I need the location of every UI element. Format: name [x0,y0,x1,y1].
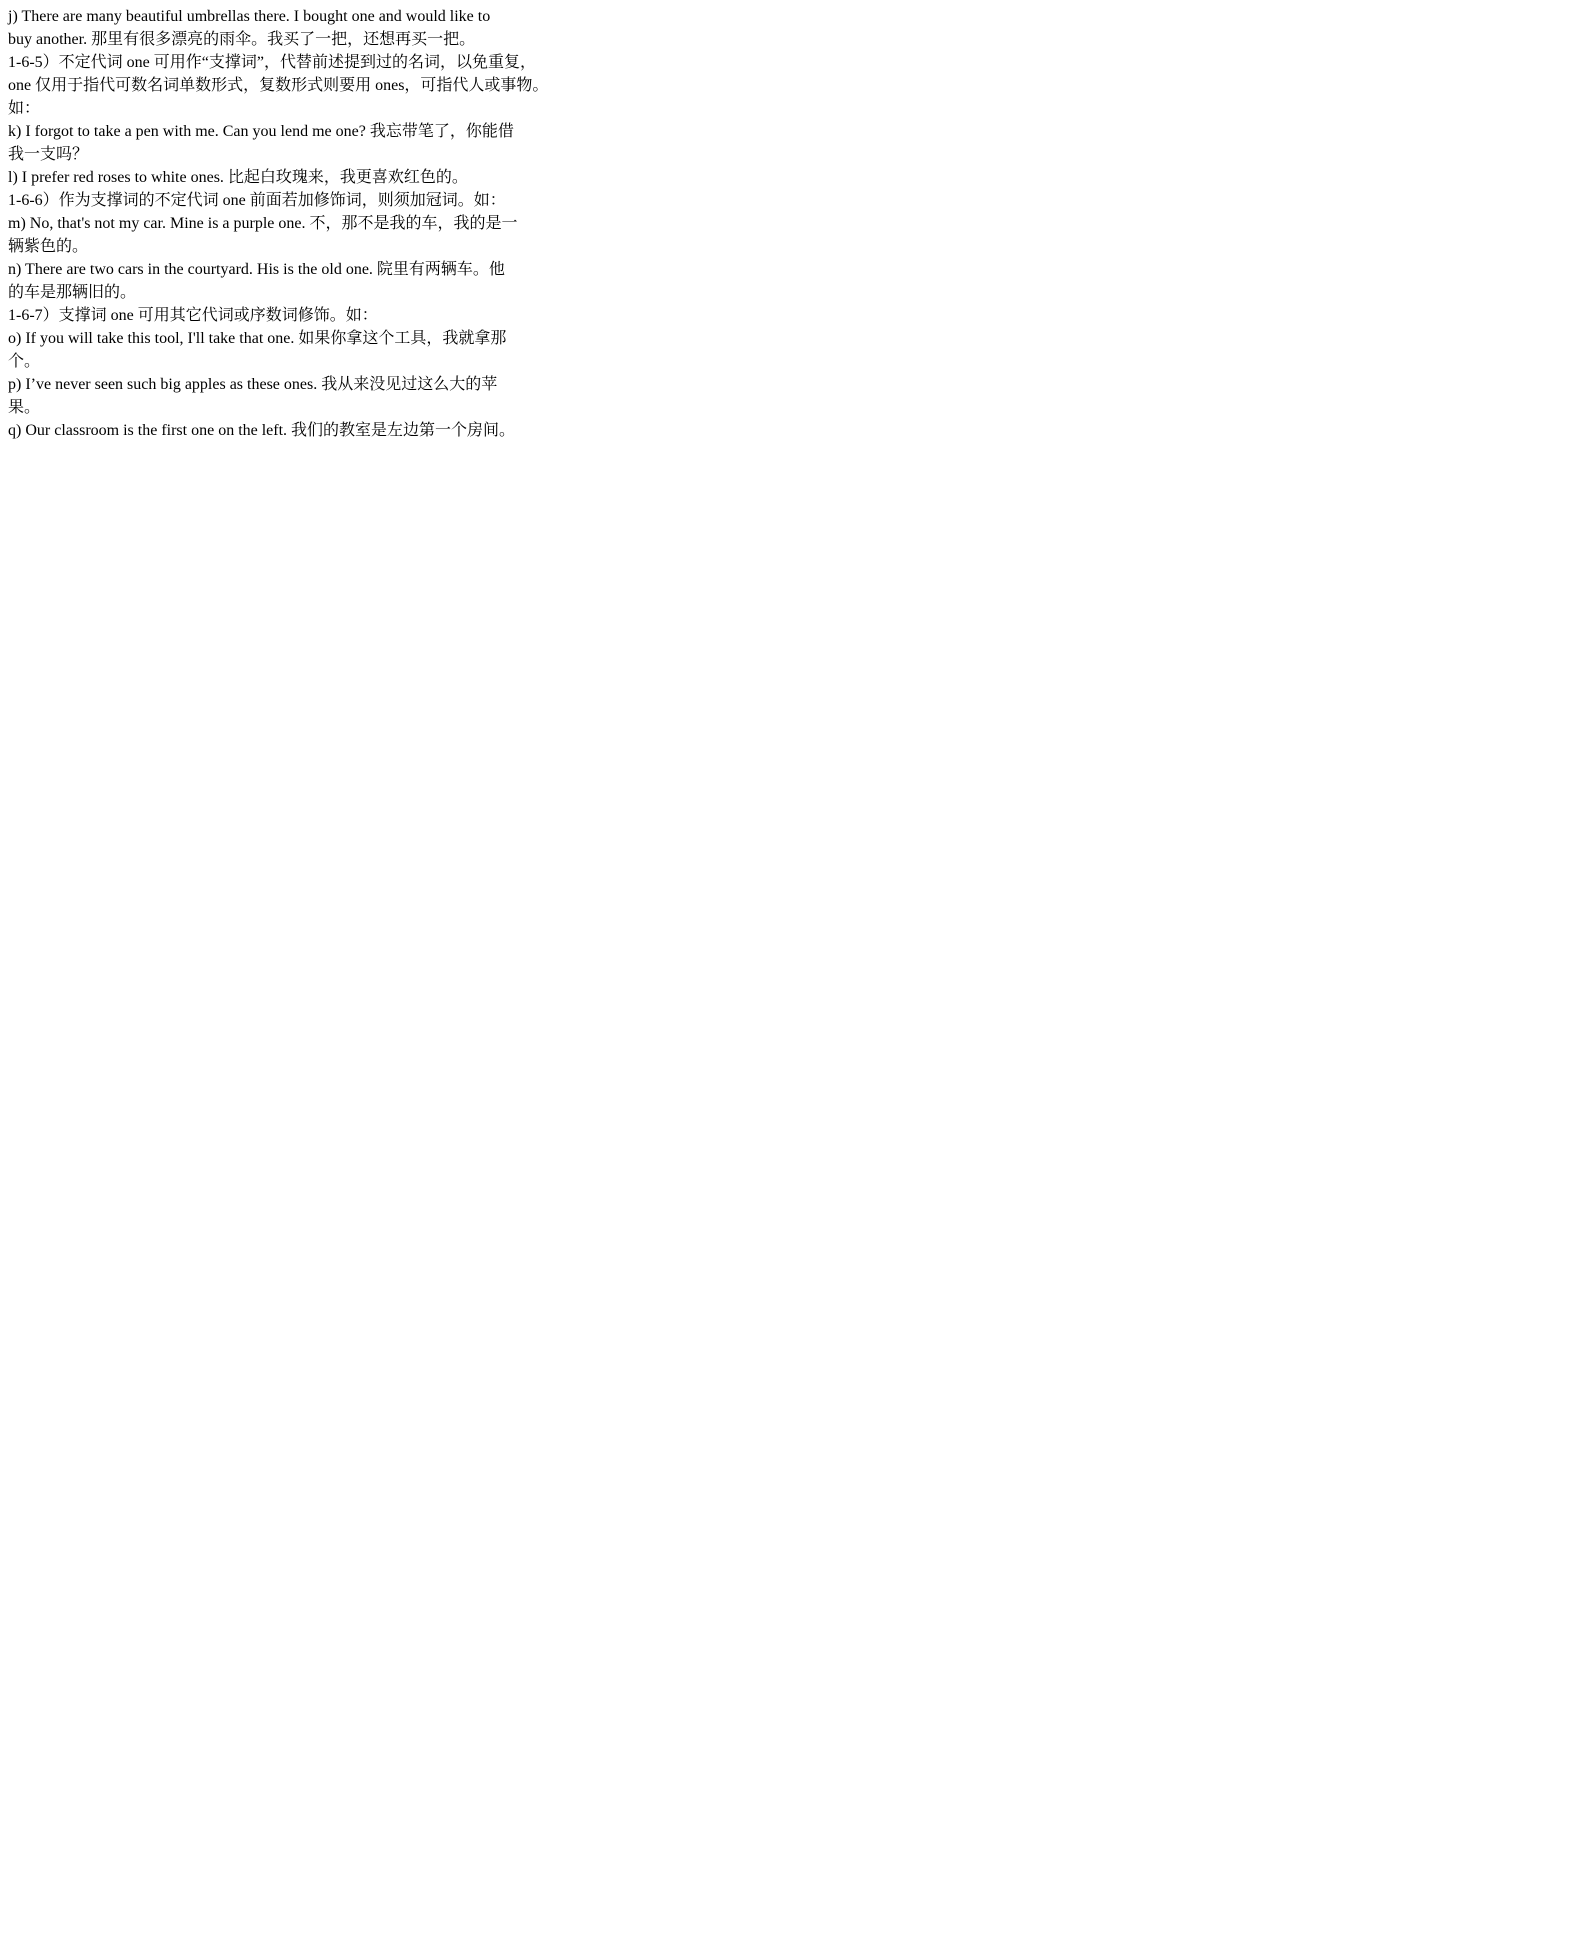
example-n [8,256,1579,302]
body-text: 个。 [8,353,41,370]
text-line [8,95,1579,118]
text-line [8,8,1579,26]
body-text: 辆紫色的。 [8,238,89,255]
body-text: l) I prefer red roses to white ones. 比起白玫瑰来，我更喜欢红色的。 [8,169,468,186]
example-p [8,371,1579,417]
body-text: q) Our classroom is [8,422,138,439]
example-q [8,417,1579,440]
text-line [8,49,1579,72]
highlighted-text: 1-6-6）作为支撑词的不定代词 one 前面若加修饰词，则须加冠词。 [8,192,474,209]
body-text: . 那里有很多漂亮的雨伞。我买了一把，还想再买一把。 [83,31,476,48]
example-o [8,325,1579,371]
body-text: o) If you will take this tool, I'll take [8,330,240,347]
body-text: 我一支吗？ [8,146,89,163]
text-line [8,256,1579,279]
rule-1-6-7 [8,302,1579,325]
body-text: j) There are many beautiful umbrellas there. I bought [8,8,352,25]
body-text: 如： [8,100,41,117]
document-page [8,8,1579,440]
example-j [8,8,1579,49]
text-line [8,187,1579,210]
body-text: m) No, that's not my car. Mine is a purple one. 不，那不是我的车，我的是一 [8,215,518,232]
text-line [8,394,1579,417]
rule-1-6-6 [8,187,1579,210]
example-l [8,164,1579,187]
highlighted-text: 1-6-5）不定代词 one 可用作“支撑词”，代替前述提到过的名词，以免重复， [8,54,536,71]
body-text: p) I’ve never seen such big apples as [8,376,248,393]
body-text: and would like to [374,8,491,25]
highlighted-text: these ones [247,376,314,393]
body-text: 果。 [8,399,41,416]
rule-1-6-5 [8,49,1579,118]
body-text: 的车是那辆旧的。 [8,284,137,301]
highlighted-text: that one [239,330,291,347]
text-line [8,26,1579,49]
text-line [8,417,1579,440]
text-line [8,164,1579,187]
text-line [8,72,1579,95]
text-line [8,348,1579,371]
text-line [8,325,1579,348]
body-text: . 我从来没见过这么大的苹 [313,376,498,393]
highlighted-text: one 仅用于指代可数名词单数形式，复数形式则要用 ones，可指代人或事物。 [8,77,549,94]
text-line [8,371,1579,394]
example-k [8,118,1579,164]
body-text: n) There are two cars in the courtyard. His is the old one. 院里有两辆车。他 [8,261,505,278]
text-line [8,141,1579,164]
text-line [8,302,1579,325]
body-text: buy [8,31,36,48]
body-text: on the left. 我们的教室是左边第一个房间。 [214,422,516,439]
highlighted-text: another [36,31,84,48]
body-text: 如： [473,192,506,209]
text-line [8,118,1579,141]
highlighted-text: the first one [137,422,215,439]
highlighted-text: 1-6-7）支撑词 one 可用其它代词或序数词修饰。如： [8,307,378,324]
highlighted-text: one [351,8,375,25]
body-text: . 如果你拿这个工具，我就拿那 [290,330,507,347]
body-text: k) I forgot to take a pen with me. Can you lend me one? 我忘带笔了，你能借 [8,123,514,140]
text-line [8,210,1579,233]
example-m [8,210,1579,256]
text-line [8,279,1579,302]
text-line [8,233,1579,256]
